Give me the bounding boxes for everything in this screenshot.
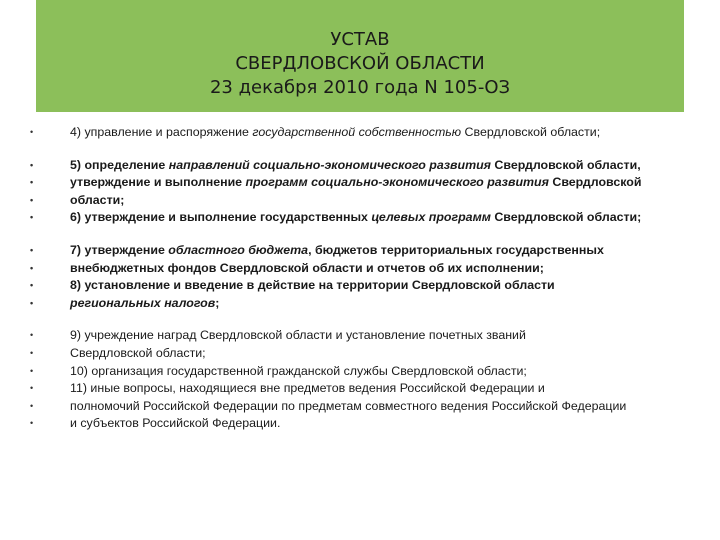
list-item (30, 327, 690, 345)
list-item-text: 10) организация государственной гражданской службы Свердловской области; (70, 363, 527, 378)
list-item (30, 295, 690, 313)
list-item (30, 174, 690, 192)
bullet-icon: • (30, 159, 34, 170)
item-group-9-11 (30, 327, 690, 433)
list-item-text: области; (70, 192, 125, 207)
bullet-icon: • (30, 244, 34, 255)
list-item (30, 260, 690, 278)
list-item (30, 124, 690, 142)
bullet-icon: • (30, 127, 34, 137)
bullet-icon: • (30, 365, 34, 376)
item-group-5-6 (30, 157, 690, 227)
bullet-icon: • (30, 280, 34, 291)
title-banner (36, 0, 684, 112)
list-item-text: внебюджетных фондов Свердловской области и отчетов об их исполнении; (70, 260, 544, 275)
list-item-text: 8) установление и введение в действие на территории Свердловской области (70, 278, 555, 293)
list-item-text: 11) иные вопросы, находящиеся вне предметов ведения Российской Федерации и (70, 381, 545, 396)
list-item (30, 242, 690, 260)
bullet-icon: • (30, 418, 34, 429)
title-line-3: 23 декабря 2010 года N 105-ОЗ (209, 77, 511, 98)
bullet-icon: • (30, 347, 34, 358)
list-item-text: полномочий Российской Федерации по предметам совместного ведения Российской Федерации (70, 398, 627, 413)
list-item (30, 345, 690, 363)
list-item-text: 6) утверждение и выполнение государственных целевых программ Свердловской области; (70, 210, 642, 225)
title-line-1: УСТАВ (330, 29, 390, 50)
list-item (30, 157, 690, 175)
title-line-2: СВЕРДЛОВСКОЙ ОБЛАСТИ (235, 53, 485, 74)
list-item (30, 209, 690, 227)
item-group-7-8 (30, 242, 690, 312)
bullet-icon: • (30, 383, 34, 394)
list-item-text: и субъектов Российской Федерации. (70, 416, 281, 431)
list-item-text: 5) определение направлений социально-экономического развития Свердловской области, (70, 157, 641, 172)
bullet-icon: • (30, 194, 34, 205)
list-item (30, 363, 690, 381)
list-item (30, 192, 690, 210)
list-item-text: 9) учреждение наград Свердловской области и установление почетных званий (70, 328, 526, 343)
list-item-text: 4) управление и распоряжение государственной собственностью Свердловской области; (70, 125, 601, 139)
bullet-icon: • (30, 330, 34, 341)
bullet-icon: • (30, 400, 34, 411)
list-item (30, 415, 690, 433)
list-item (30, 398, 690, 416)
bullet-icon: • (30, 262, 34, 273)
charter-items (30, 124, 690, 448)
bullet-icon: • (30, 297, 34, 308)
list-item-text: региональных налогов; (70, 295, 220, 310)
list-item (30, 380, 690, 398)
list-item-text: утверждение и выполнение программ социально-экономического развития Свердловской (70, 175, 642, 190)
list-item-text: 7) утверждение областного бюджета, бюджетов территориальных государственных (70, 242, 604, 257)
item-group-4 (30, 124, 690, 142)
bullet-icon: • (30, 177, 34, 188)
list-item (30, 277, 690, 295)
bullet-icon: • (30, 212, 34, 223)
list-item-text: Свердловской области; (70, 345, 206, 360)
